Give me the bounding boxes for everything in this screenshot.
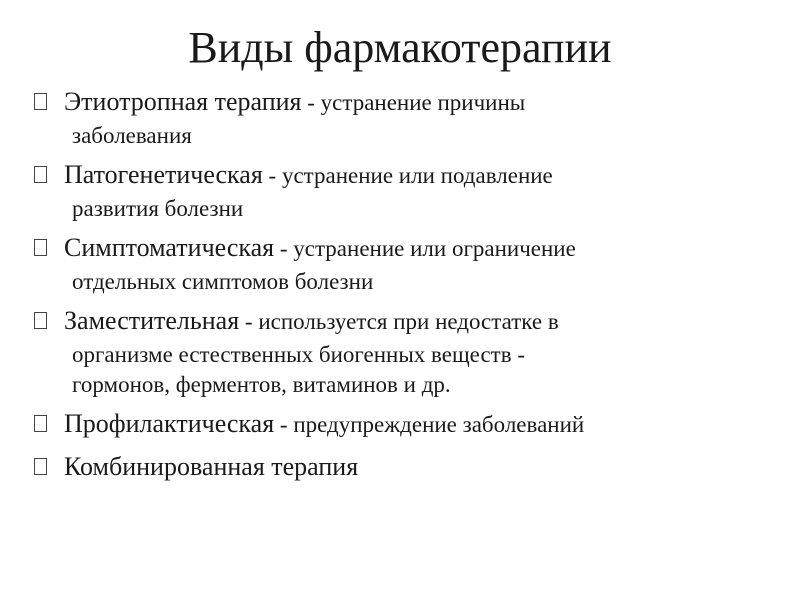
square-bullet-icon [34,239,47,256]
item-continuation: развития болезни [72,196,244,221]
item-first-line [64,157,779,194]
item-description: - устранение или подавление [262,163,553,188]
list-item [34,84,779,151]
item-first-line [64,303,779,340]
square-bullet-icon [34,166,47,183]
item-term: Этиотропная терапия [64,87,302,116]
item-term: Комбинированная терапия [64,452,359,481]
item-description: - используется при недостатке в [239,309,559,334]
item-first-line [64,449,779,486]
item-description: - предупреждение заболеваний [274,412,585,437]
list-item [34,230,779,297]
item-first-line [64,84,779,121]
item-term: Заместительная [64,306,240,335]
item-continuation: организме естественных биогенных веществ - [72,342,525,367]
item-term: Симптоматическая [64,233,275,262]
item-description: - устранение причины [301,90,526,115]
square-bullet-icon [34,458,47,475]
square-bullet-icon [34,415,47,432]
item-first-line [64,230,779,267]
item-term: Патогенетическая [64,160,263,189]
list-item [34,303,779,400]
bullet-list [34,84,779,492]
square-bullet-icon [34,312,47,329]
item-description: - устранение или ограничение [274,236,576,261]
item-continuation: заболевания [72,123,192,148]
list-item [34,449,779,486]
item-first-line [64,406,779,443]
list-item [34,157,779,224]
item-continuation: гормонов, ферментов, витаминов и др. [72,372,451,397]
slide-title: Виды фармакотерапии [188,23,612,72]
item-continuation: отдельных симптомов болезни [72,269,374,294]
square-bullet-icon [34,93,47,110]
list-item [34,406,779,443]
item-term: Профилактическая [64,409,275,438]
